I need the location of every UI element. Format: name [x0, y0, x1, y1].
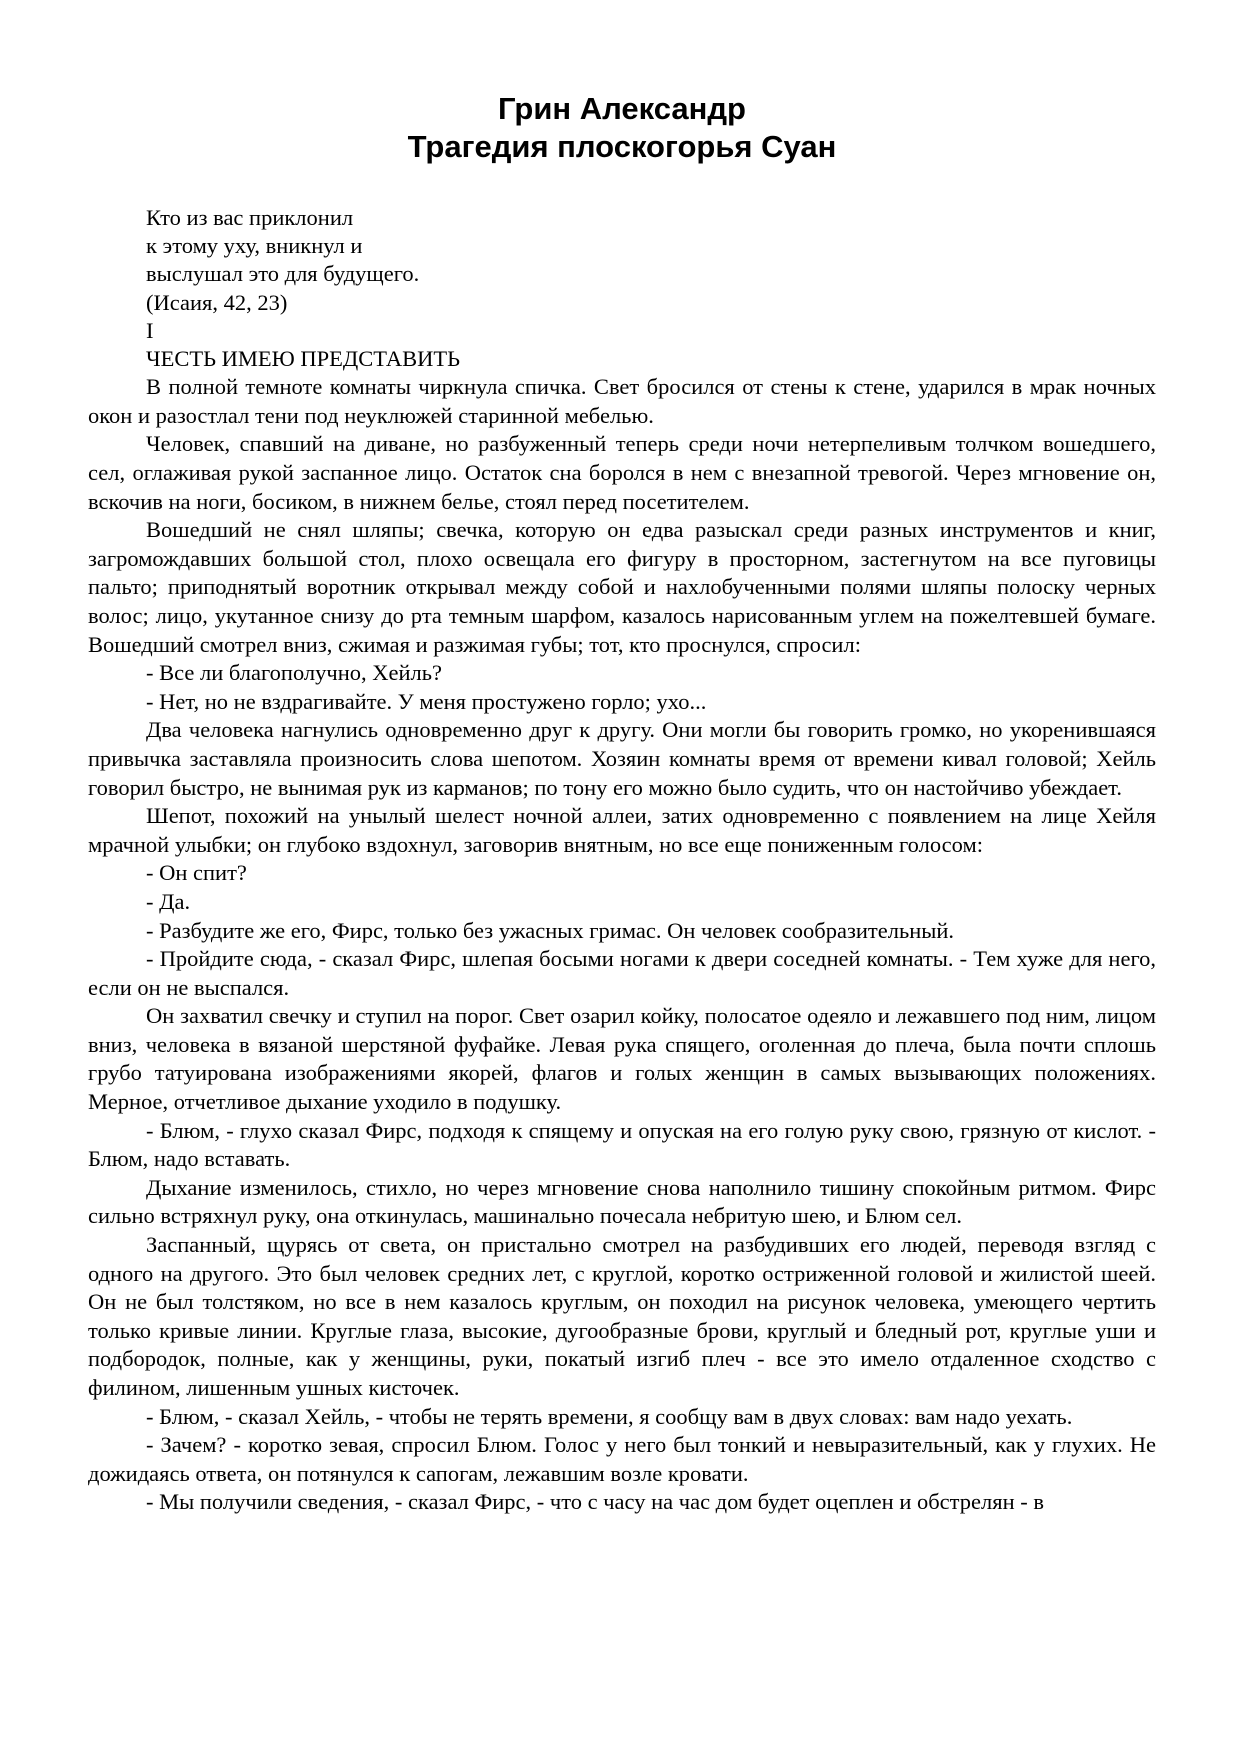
dialogue-line: - Мы получили сведения, - сказал Фирс, - что с часу на час дом будет оцеплен и обстрелян - в: [146, 1489, 1045, 1515]
dialogue-line: - Зачем? - коротко зевая, спросил Блюм. Голос у него был тонкий и невыразительный, как у глухих. Не дожидаясь ответа, он потянулся к сапогам, лежавшим возле кровати.: [88, 1432, 1156, 1486]
paragraph: Вошедший не снял шляпы; свечка, которую он едва разыскал среди разных инструментов и книг, загромождавших большой стол, плохо освещала его фигуру в просторном, застегнутом на все пуговицы пальто; приподнятый воротник открывал между собой и нахлобученными полями шляпы полоску черных волос; лицо, укутанное снизу до рта темным шарфом, казалось нарисованным углем на пожелтевшей бумаге. Вошедший смотрел вниз, сжимая и разжимая губы; тот, кто проснулся, спросил:: [88, 517, 1156, 657]
dialogue-line: - Разбудите же его, Фирс, только без ужасных гримас. Он человек сообразительный.: [146, 917, 955, 943]
chapter-number: I: [146, 317, 154, 343]
author-name: Грин Александр: [498, 91, 746, 126]
body-text: [88, 373, 1156, 1517]
paragraph: Человек, спавший на диване, но разбуженный теперь среди ночи нетерпеливым толчком вошедшего, сел, оглаживая рукой заспанное лицо. Остаток сна боролся в нем с внезапной тревогой. Через мгновение он, вскочив на ноги, босиком, в нижнем белье, стоял перед посетителем.: [88, 431, 1156, 514]
paragraph: Дыхание изменилось, стихло, но через мгновение снова наполнило тишину спокойным ритмом. Фирс сильно встряхнул руку, она откинулась, машинально почесала небритую шею, и Блюм сел.: [88, 1174, 1156, 1229]
epigraph-line: к этому уху, вникнул и: [146, 233, 363, 259]
epigraph-source: (Исаия, 42, 23): [146, 289, 288, 315]
paragraph: Он захватил свечку и ступил на порог. Свет озарил койку, полосатое одеяло и лежавшего под ним, лицом вниз, человека в вязаной шерстяной фуфайке. Левая рука спящего, оголенная до плеча, была почти сплошь грубо татуирована изображениями якорей, флагов и голых женщин в самых вызывающих положениях. Мерное, отчетливое дыхание уходило в подушку.: [88, 1003, 1156, 1115]
book-title: Трагедия плоскогорья Суан: [407, 129, 837, 164]
dialogue-line: - Блюм, - сказал Хейль, - чтобы не терять времени, я сообщу вам в двух словах: вам надо уехать.: [146, 1403, 1073, 1429]
dialogue-line: - Да.: [146, 888, 191, 914]
paragraph: В полной темноте комнаты чиркнула спичка. Свет бросился от стены к стене, ударился в мрак ночных окон и разостлал тени под неуклюжей старинной мебелью.: [88, 374, 1156, 428]
document-page: [88, 90, 1156, 1517]
dialogue-line: - Пройдите сюда, - сказал Фирс, шлепая босыми ногами к двери соседней комнаты. - Тем хуже для него, если он не выспался.: [88, 946, 1156, 1000]
epigraph-line: выслушал это для будущего.: [146, 261, 420, 287]
paragraph: Два человека нагнулись одновременно друг к другу. Они могли бы говорить громко, но укоренившаяся привычка заставляла произносить слова шепотом. Хозяин комнаты время от времени кивал головой; Хейль говорил быстро, не вынимая рук из карманов; по тону его можно было судить, что он настойчиво убеждает.: [88, 717, 1156, 800]
paragraph: Заспанный, щурясь от света, он пристально смотрел на разбудивших его людей, переводя взгляд с одного на другого. Это был человек средних лет, с круглой, коротко остриженной головой и жилистой шеей. Он не был толстяком, но все в нем казалось круглым, он походил на рисунок человека, умеющего чертить только кривые линии. Круглые глаза, высокие, дугообразные брови, круглый и бледный рот, круглые уши и подбородок, полные, как у женщины, руки, покатый изгиб плеч - все это имело отдаленное сходство с филином, лишенным ушных кисточек.: [88, 1232, 1156, 1400]
paragraph: Шепот, похожий на унылый шелест ночной аллеи, затих одновременно с появлением на лице Хейля мрачной улыбки; он глубоко вздохнул, заговорив внятным, но все еще пониженным голосом:: [88, 803, 1156, 857]
epigraph-line: Кто из вас приклонил: [146, 205, 354, 230]
chapter-heading: [88, 317, 1156, 373]
epigraph: [88, 204, 1156, 317]
dialogue-line: - Блюм, - глухо сказал Фирс, подходя к спящему и опуская на его голую руку свою, грязную от кислот. - Блюм, надо вставать.: [88, 1117, 1156, 1172]
dialogue-line: - Все ли благополучно, Хейль?: [146, 660, 442, 686]
dialogue-line: - Он спит?: [146, 860, 247, 886]
title-block: [88, 90, 1156, 166]
chapter-title: ЧЕСТЬ ИМЕЮ ПРЕДСТАВИТЬ: [146, 346, 461, 372]
dialogue-line: - Нет, но не вздрагивайте. У меня простужено горло; ухо...: [146, 688, 707, 714]
